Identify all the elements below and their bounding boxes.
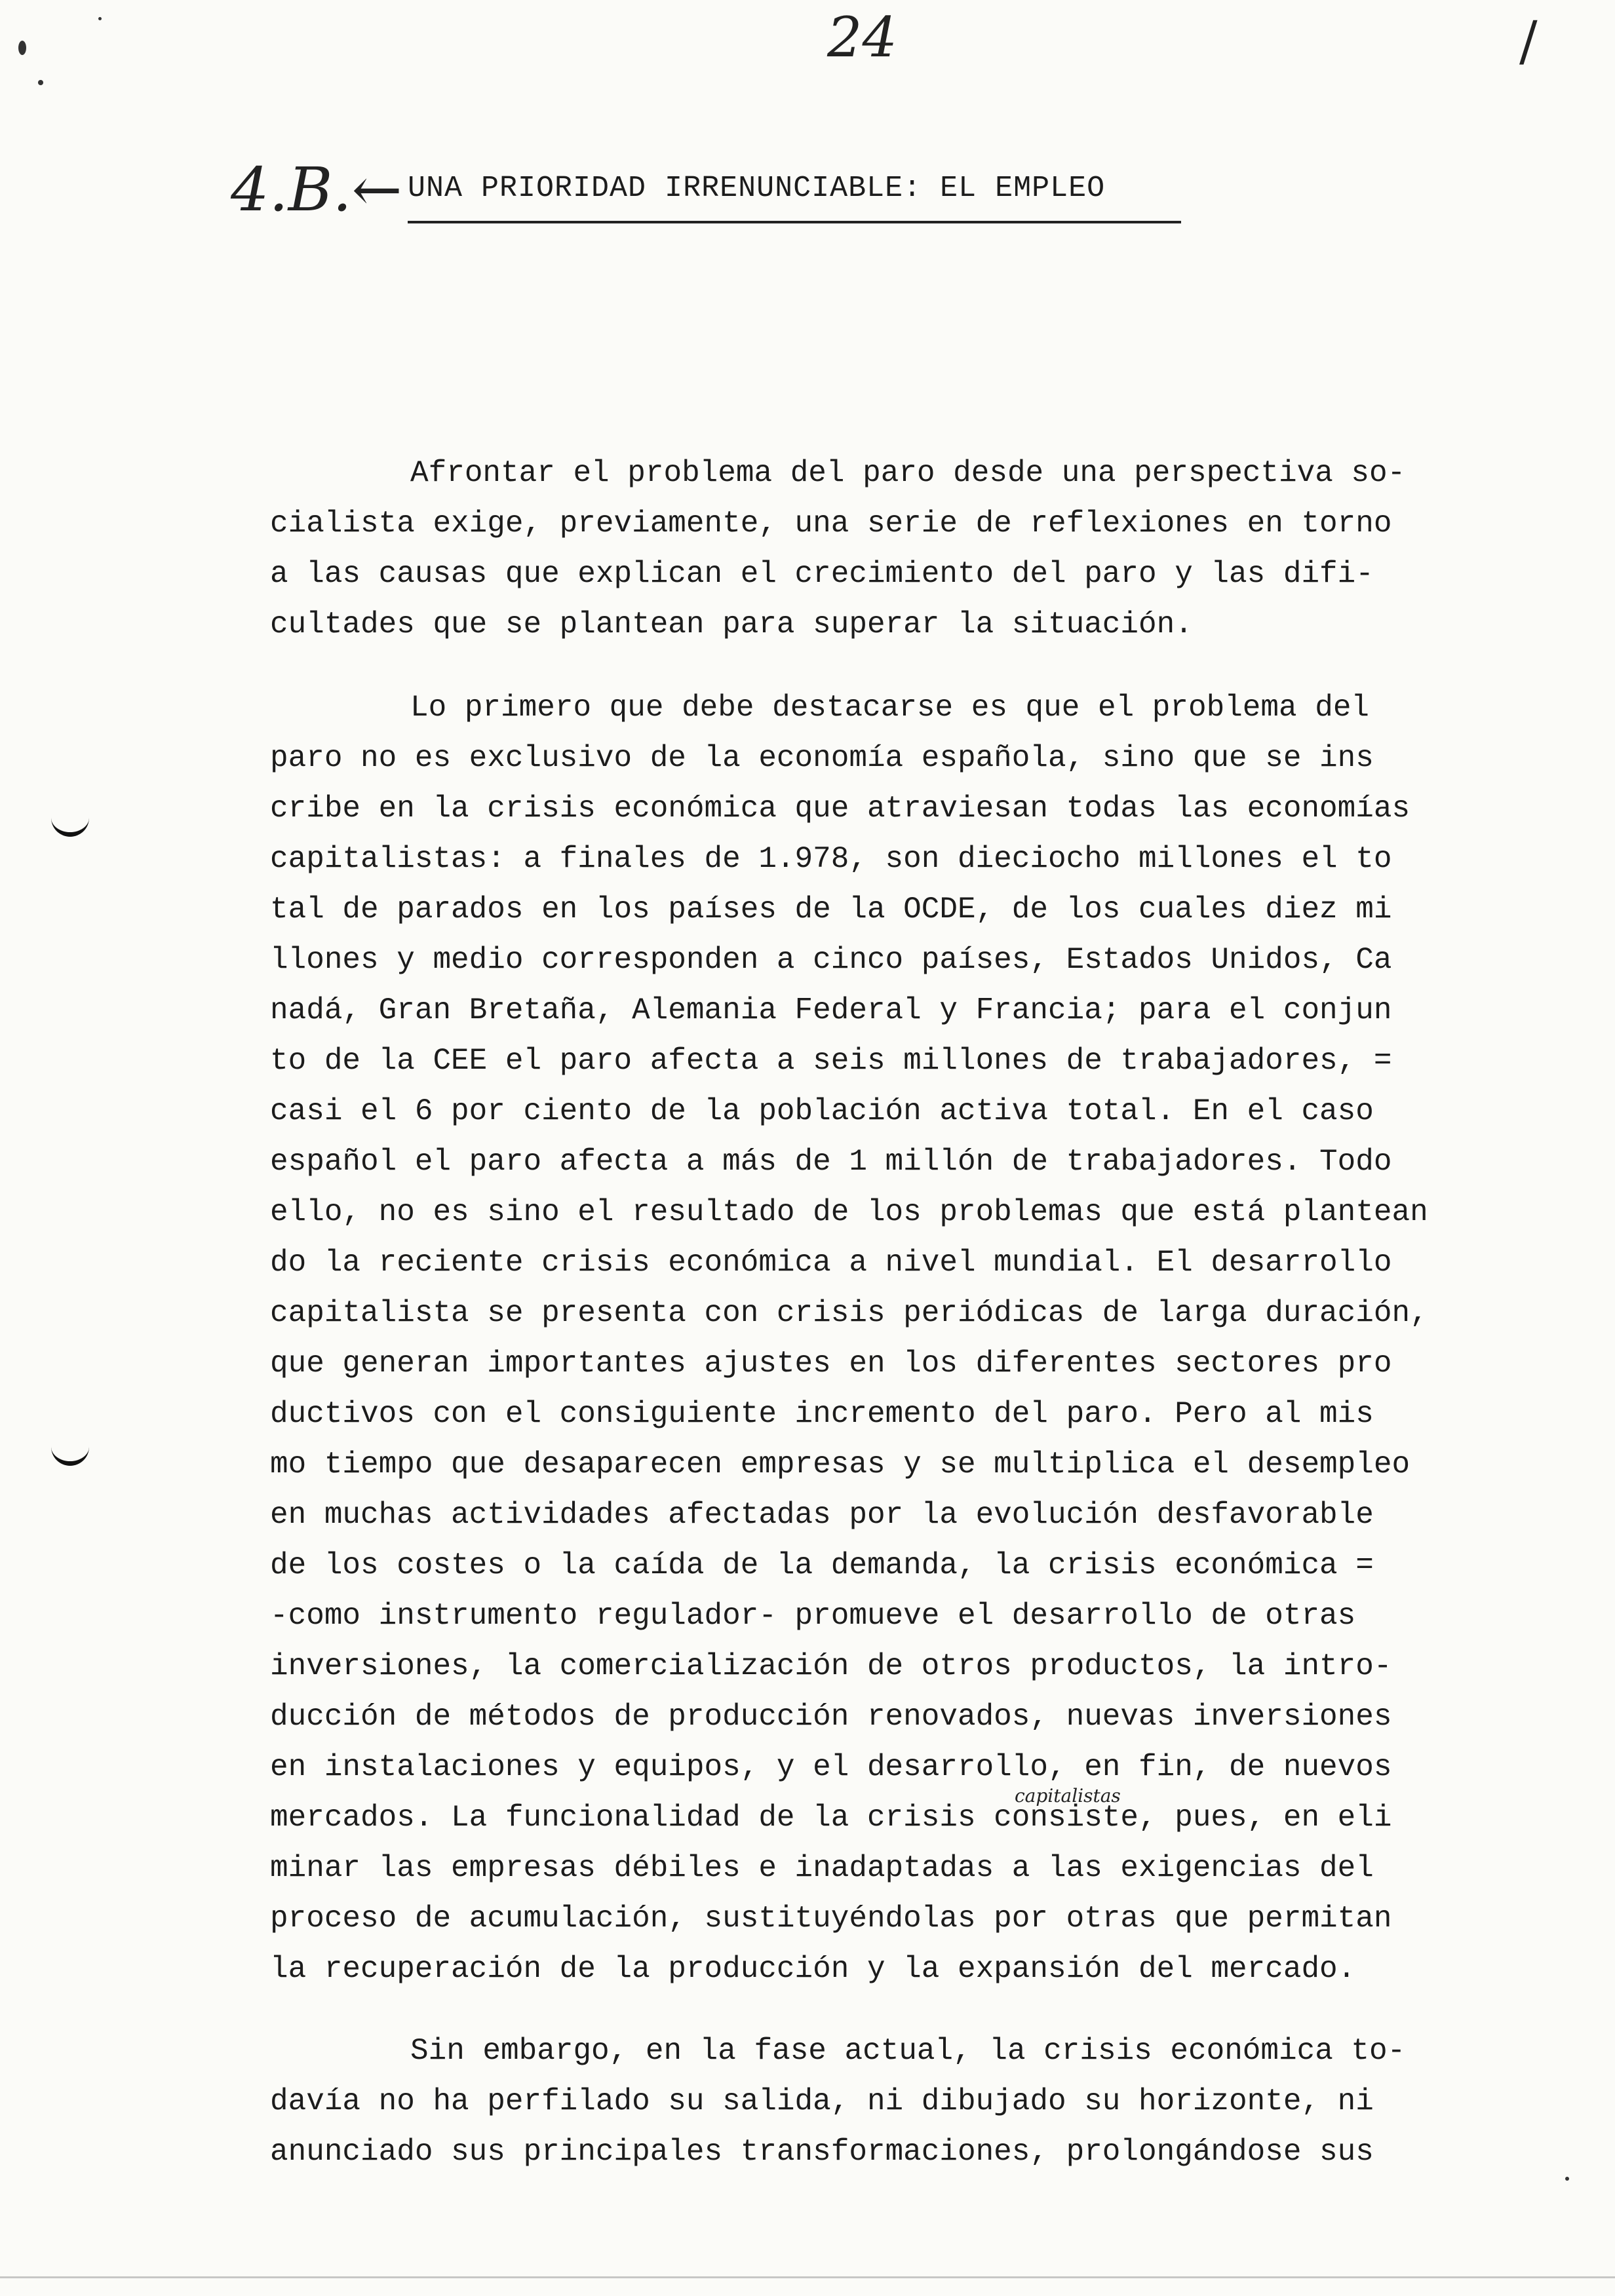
text-line: casi el 6 por ciento de la población activa total. En el caso xyxy=(270,1094,1374,1128)
document-title: UNA PRIORIDAD IRRENUNCIABLE: EL EMPLEO xyxy=(408,172,1181,223)
handwritten-insertion: capitalistas xyxy=(1015,1785,1121,1807)
text-line: proceso de acumulación, sustituyéndolas por otras que permitan xyxy=(270,1902,1392,1936)
text-line: anunciado sus principales transformaciones, prolongándose sus xyxy=(270,2135,1374,2169)
text-line: en muchas actividades afectadas por la evolución desfavorable xyxy=(270,1498,1374,1532)
text-line: Sin embargo, en la fase actual, la crisis económica to- xyxy=(410,2034,1406,2068)
paragraph xyxy=(270,2026,1535,2177)
text-line: cultades que se plantean para superar la situación. xyxy=(270,607,1193,641)
text-line: nadá, Gran Bretaña, Alemania Federal y Francia; para el conjun xyxy=(270,993,1392,1027)
text-line: mo tiempo que desaparecen empresas y se multiplica el desempleo xyxy=(270,1447,1411,1482)
text-line: que generan importantes ajustes en los diferentes sectores pro xyxy=(270,1347,1392,1381)
text-line: inversiones, la comercialización de otros productos, la intro- xyxy=(270,1649,1392,1683)
text-line: ello, no es sino el resultado de los problemas que está plantean xyxy=(270,1195,1428,1229)
text-line: davía no ha perfilado su salida, ni dibujado su horizonte, ni xyxy=(270,2084,1374,2118)
scan-speck xyxy=(1565,2177,1569,2181)
text-line: capitalistas: a finales de 1.978, son dieciocho millones el to xyxy=(270,842,1392,876)
text-line: mercados. La funcionalidad de la crisis consiste, pues, en eli xyxy=(270,1801,1392,1835)
margin-mark xyxy=(51,1439,89,1466)
text-line: to de la CEE el paro afecta a seis millones de trabajadores, = xyxy=(270,1044,1392,1078)
text-line: capitalista se presenta con crisis periódicas de larga duración, xyxy=(270,1296,1428,1330)
text-line: tal de parados en los países de la OCDE, de los cuales diez mi xyxy=(270,892,1392,927)
paragraph xyxy=(270,683,1535,1995)
paragraph xyxy=(270,448,1535,650)
scan-speck xyxy=(98,17,102,20)
scan-bottom-edge xyxy=(0,2276,1615,2278)
text-line: la recuperación de la producción y la expansión del mercado. xyxy=(270,1952,1356,1986)
text-line: Afrontar el problema del paro desde una perspectiva so- xyxy=(410,456,1406,490)
text-line: cialista exige, previamente, una serie de reflexiones en torno xyxy=(270,507,1392,541)
text-line: -como instrumento regulador- promueve el desarrollo de otras xyxy=(270,1599,1356,1633)
scan-speck xyxy=(18,41,26,55)
text-line: cribe en la crisis económica que atraviesan todas las economías xyxy=(270,792,1411,826)
text-line: minar las empresas débiles e inadaptadas a las exigencias del xyxy=(270,1851,1374,1885)
text-line: a las causas que explican el crecimiento del paro y las difi- xyxy=(270,557,1374,591)
page-number: 24 xyxy=(827,5,897,69)
text-line: do la reciente crisis económica a nivel mundial. El desarrollo xyxy=(270,1246,1392,1280)
text-line: Lo primero que debe destacarse es que el problema del xyxy=(410,691,1370,725)
margin-mark xyxy=(51,810,89,837)
text-line: de los costes o la caída de la demanda, la crisis económica = xyxy=(270,1548,1374,1582)
text-line: ducción de métodos de producción renovados, nuevas inversiones xyxy=(270,1700,1392,1734)
text-line: en instalaciones y equipos, y el desarrollo, en fin, de nuevos xyxy=(270,1750,1392,1784)
corner-mark: / xyxy=(1519,10,1538,73)
section-number: 4.B.← xyxy=(231,155,402,225)
text-line: llones y medio corresponden a cinco países, Estados Unidos, Ca xyxy=(270,943,1392,977)
text-line: ductivos con el consiguiente incremento del paro. Pero al mis xyxy=(270,1397,1374,1431)
scan-speck xyxy=(38,80,43,85)
text-line: paro no es exclusivo de la economía española, sino que se ins xyxy=(270,741,1374,775)
text-line: español el paro afecta a más de 1 millón de trabajadores. Todo xyxy=(270,1145,1392,1179)
